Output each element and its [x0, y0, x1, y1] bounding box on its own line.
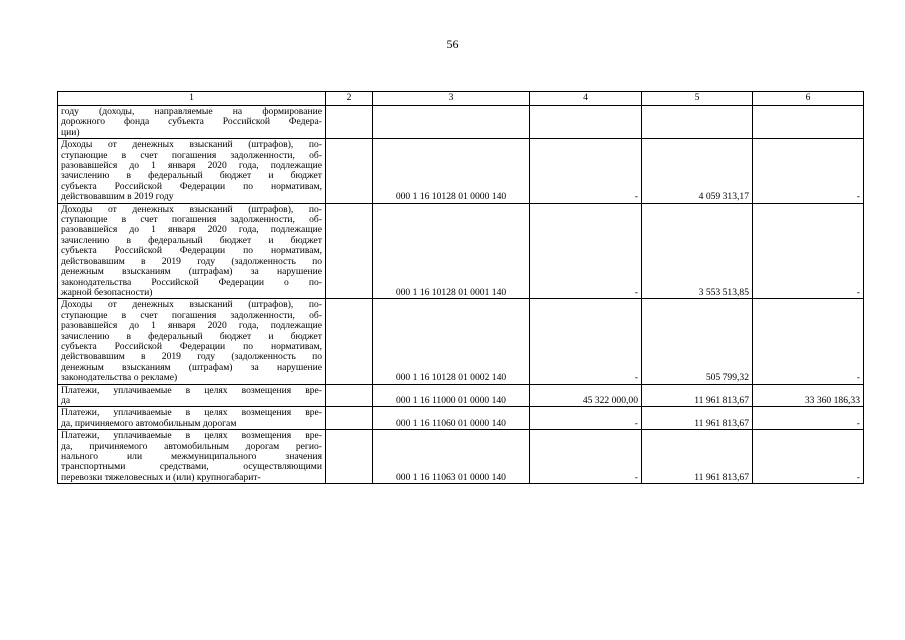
row-classification-code — [373, 106, 530, 139]
header-cell-4: 4 — [530, 92, 642, 106]
description-line: Платежи, уплачиваемые в целях возмещения вре- — [61, 430, 322, 442]
row-col2 — [326, 203, 373, 299]
table-body — [58, 92, 864, 484]
row-value-col5: 505 799,32 — [642, 299, 753, 384]
table-row — [58, 407, 864, 430]
description-line: да, причиняемого автомобильным дорогам регио- — [61, 440, 322, 452]
table-row — [58, 139, 864, 203]
row-classification-code: 000 1 16 11063 01 0000 140 — [373, 430, 530, 484]
description-line: Доходы от денежных взысканий (штрафов), по- — [61, 139, 322, 151]
table-row — [58, 203, 864, 299]
table-row — [58, 299, 864, 384]
row-value-col6: - — [753, 407, 864, 430]
page-number: 56 — [446, 37, 459, 51]
row-value-col4: - — [530, 299, 642, 384]
description-line: зачислению в федеральный бюджет и бюджет — [61, 330, 322, 342]
description-line: зачислению в федеральный бюджет и бюджет — [61, 170, 322, 182]
row-value-col4: - — [530, 203, 642, 299]
row-col2 — [326, 430, 373, 484]
description-line: субъекта Российской Федерации по нормативам, — [61, 340, 322, 352]
row-value-col4 — [530, 106, 642, 139]
row-value-col4: 45 322 000,00 — [530, 384, 642, 407]
row-value-col5: 3 553 513,85 — [642, 203, 753, 299]
description-line: Доходы от денежных взысканий (штрафов), по- — [61, 299, 322, 311]
description-line: году (доходы, направляемые на формирование — [61, 106, 322, 117]
description-line: да, причиняемого автомобильным дорогам — [61, 417, 237, 429]
row-description — [58, 430, 326, 484]
row-value-col5: 11 961 813,67 — [642, 384, 753, 407]
description-line: ступающие в счет погашения задолженности, об- — [61, 309, 322, 321]
description-line: законодательства о рекламе) — [61, 372, 178, 384]
row-description — [58, 407, 326, 430]
description-line: разовавшейся до 1 января 2020 года, подлежащие — [61, 224, 322, 236]
description-line: ступающие в счет погашения задолженности, об- — [61, 149, 322, 161]
header-cell-5: 5 — [642, 92, 753, 106]
description-line: Платежи, уплачиваемые в целях возмещения вре- — [61, 407, 322, 419]
row-value-col5: 11 961 813,67 — [642, 430, 753, 484]
row-classification-code: 000 1 16 10128 01 0001 140 — [373, 203, 530, 299]
header-cell-2: 2 — [326, 92, 373, 106]
row-classification-code: 000 1 16 11060 01 0000 140 — [373, 407, 530, 430]
header-cell-6: 6 — [753, 92, 864, 106]
description-line: Доходы от денежных взысканий (штрафов), по- — [61, 203, 322, 215]
description-line: нального или межмуниципального значения — [61, 451, 322, 462]
row-value-col4: - — [530, 139, 642, 203]
description-line: ступающие в счет погашения задолженности, об- — [61, 214, 322, 226]
row-value-col6: - — [753, 430, 864, 484]
description-line: зачислению в федеральный бюджет и бюджет — [61, 234, 322, 246]
row-value-col4: - — [530, 430, 642, 484]
row-description — [58, 384, 326, 407]
description-line: субъекта Российской Федерации по нормативам, — [61, 180, 322, 192]
row-col2 — [326, 407, 373, 430]
row-value-col4: - — [530, 407, 642, 430]
row-value-col6: - — [753, 139, 864, 203]
table-row — [58, 106, 864, 139]
row-col2 — [326, 106, 373, 139]
budget-revenue-table — [57, 91, 864, 484]
row-classification-code: 000 1 16 10128 01 0000 140 — [373, 139, 530, 203]
table-row — [58, 384, 864, 407]
row-value-col6: - — [753, 203, 864, 299]
row-description — [58, 106, 326, 139]
description-line: перевозки тяжеловесных и (или) крупногабарит- — [61, 471, 261, 483]
description-line: Платежи, уплачиваемые в целях возмещения вре- — [61, 384, 322, 396]
description-line: субъекта Российской Федерации по нормативам, — [61, 245, 322, 257]
description-line: законодательства Российской Федерации о по- — [61, 276, 322, 288]
row-description — [58, 299, 326, 384]
header-cell-1: 1 — [58, 92, 326, 106]
row-description — [58, 203, 326, 299]
description-line: ции) — [61, 126, 80, 138]
row-value-col6 — [753, 106, 864, 139]
description-line: транспортными средствами, осуществляющими — [61, 461, 322, 473]
description-line: денежным взысканиям (штрафам) за нарушение — [61, 361, 322, 373]
row-value-col5: 4 059 313,17 — [642, 139, 753, 203]
table-header-row — [58, 92, 864, 106]
row-description — [58, 139, 326, 203]
description-line: действовавшим в 2019 году (задолженность по — [61, 255, 322, 267]
description-line: денежным взысканиям (штрафам) за нарушение — [61, 266, 322, 278]
row-col2 — [326, 384, 373, 407]
description-line: да — [61, 394, 71, 406]
row-value-col5: 11 961 813,67 — [642, 407, 753, 430]
description-line: жарной безопасности) — [61, 286, 153, 298]
description-line: дорожного фонда субъекта Российской Федера- — [61, 116, 322, 128]
description-line: разовавшейся до 1 января 2020 года, подлежащие — [61, 160, 322, 172]
table-row — [58, 430, 864, 484]
row-classification-code: 000 1 16 10128 01 0002 140 — [373, 299, 530, 384]
row-classification-code: 000 1 16 11000 01 0000 140 — [373, 384, 530, 407]
description-line: действовавшим в 2019 году — [61, 191, 174, 203]
header-cell-3: 3 — [373, 92, 530, 106]
row-col2 — [326, 299, 373, 384]
description-line: действовавшим в 2019 году (задолженность по — [61, 351, 322, 363]
row-value-col6: - — [753, 299, 864, 384]
row-value-col5 — [642, 106, 753, 139]
description-line: разовавшейся до 1 января 2020 года, подлежащие — [61, 320, 322, 332]
row-value-col6: 33 360 186,33 — [753, 384, 864, 407]
row-col2 — [326, 139, 373, 203]
